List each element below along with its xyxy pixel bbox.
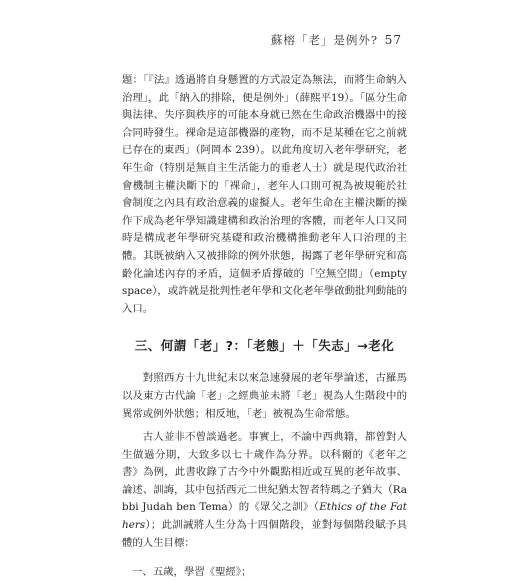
running-title: 蘇榕「老」是例外?: [270, 33, 379, 47]
page-number: 57: [384, 33, 402, 47]
section-heading: 三、何謂「老」?：「老態」＋「失志」→老化: [134, 338, 395, 354]
paragraph-2: 對照西方十九世紀末以來急速發展的老年學論述，古羅馬以及東方古代論「老」之經典並未將「老」視為人生階段中的異常或例外狀態；相反地，「老」被視為生命常態。: [122, 372, 407, 420]
paragraph-3-text-b: ）；此訓誡將人生分為十四個階段，並對每個階段賦予具體的人生目標：: [122, 519, 407, 549]
running-header: [271, 32, 402, 48]
paragraph-3: [122, 429, 407, 552]
book-title-italic: Ethics of the Fathers: [122, 501, 407, 532]
paragraph-1: 題：「『法』透過將自身懸置的方式設定為無法，而將生命納入治理」，此「納入的排除，便是例外」（薛熙平19）。「區分生命與法律、失序與秩序的可能本身就已然在生命政治機器中的接合同時發生。裸命是這部機器的產物，而不是某種在它之前就已存在的東西」（阿岡本 239）。以此角度切入老年學研究，老年生命（特別是無自主生活能力的垂老人士）就是現代政治社會機制主權決斷下的「裸命」，老年人口則可視為被規範於社會制度之內具有政治意義的虛擬人。老年生命在主權決斷的操作下成為老年學知識建構和政治治理的客體，而老年人口又同時是構成老年學研究基礎和政治機構推動老年人口治理的主體。其既被納入又被排除的例外狀態，揭露了老年學研究和高齡化論述內存的矛盾，這個矛盾撐破的「空無空間」（empty space），或許就是批判性老年學和文化老年學啟動批判動能的入口。: [122, 74, 407, 315]
list-item-1: 一、五歲，學習《聖經》；: [132, 566, 252, 579]
page-body: [122, 72, 407, 582]
paragraph-3-text-a: 古人並非不曾談過老。事實上，不論中西典籍，都曾對人生做過分期，大致多以七十歲作為分界。以科爾的《老年之書》為例，此書收錄了古今中外觀點相近或互異的老年故事、論述、訓誨，其中包括西元二世紀猶太智者特瑪之子猶大（Rabbi Judah ben Tema）的《眾父之訓》（: [122, 431, 407, 514]
